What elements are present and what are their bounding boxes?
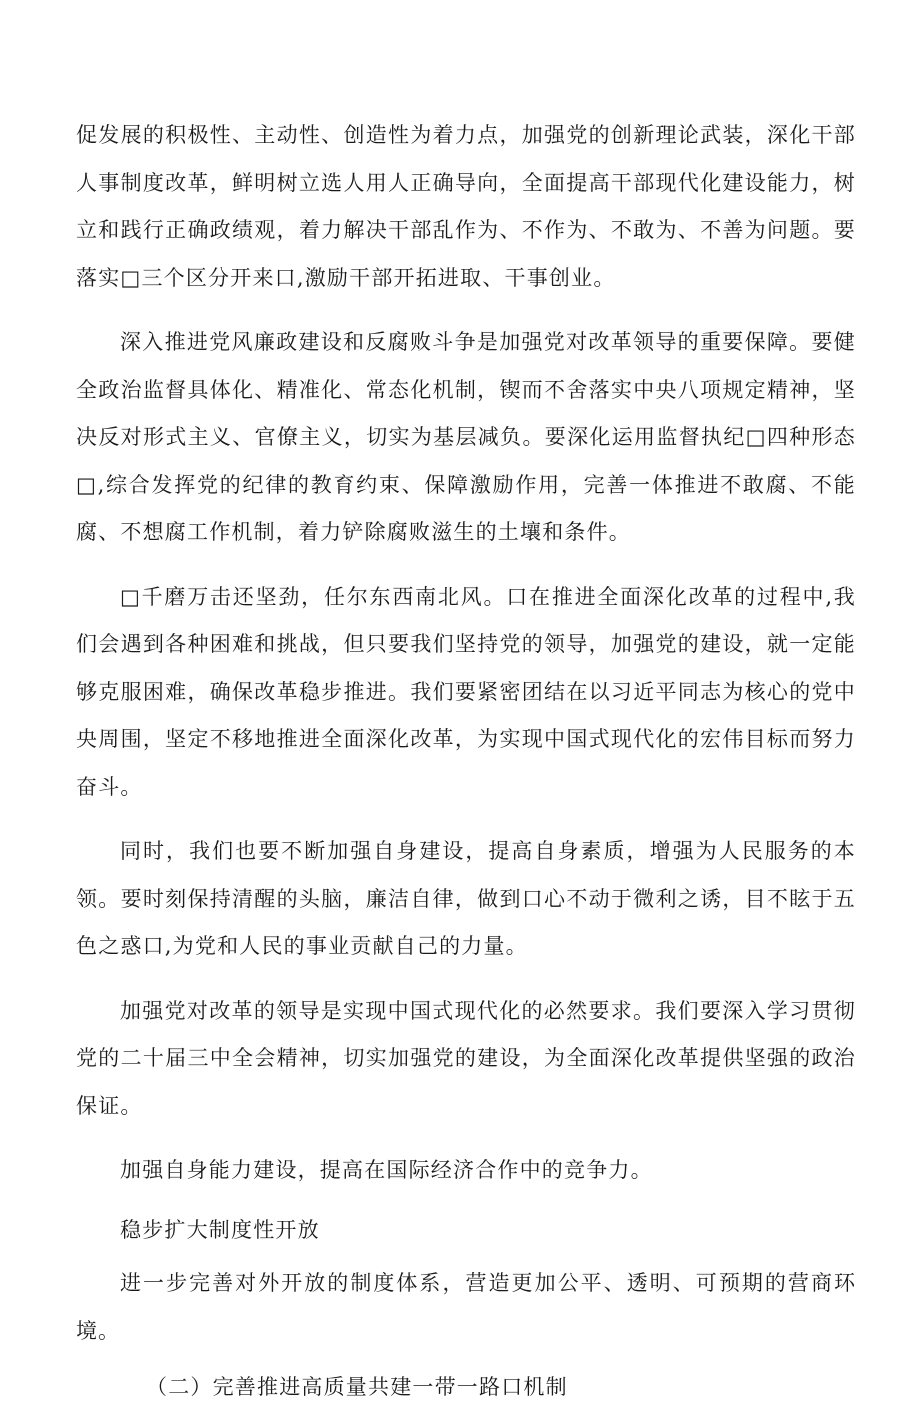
paragraph-2: 深入推进党风廉政建设和反腐败斗争是加强党对改革领导的重要保障。要健全政治监督具体化、精准化、常态化机制，锲而不舍落实中央八项规定精神，坚决反对形式主义、官僚主义，切实为基层减负。要深化运用监督执纪□四种形态□,综合发挥党的纪律的教育约束、保障激励作用，完善一体推进不敢腐、不能腐、不想腐工作机制，着力铲除腐败滋生的土壤和条件。 <box>76 330 856 544</box>
heading-steady-opening: 稳步扩大制度性开放 <box>120 1217 320 1242</box>
paragraph-6: 加强自身能力建设，提高在国际经济合作中的竞争力。 <box>120 1158 653 1182</box>
paragraph-7: 进一步完善对外开放的制度体系，营造更加公平、透明、可预期的营商环境。 <box>76 1271 856 1343</box>
document-body <box>76 112 856 1412</box>
section-heading-belt-road: （二）完善推进高质量共建一带一路口机制 <box>146 1375 568 1399</box>
paragraph-4: 同时，我们也要不断加强自身建设，提高自身素质，增强为人民服务的本领。要时刻保持清醒的头脑，廉洁自律，做到口心不动于微利之诱，目不眩于五色之惑口,为党和人民的事业贡献自己的力量。 <box>76 839 856 958</box>
paragraph-1: 促发展的积极性、主动性、创造性为着力点，加强党的创新理论武装，深化干部人事制度改革，鲜明树立选人用人正确导向，全面提高干部现代化建设能力，树立和践行正确政绩观，着力解决干部乱作为、不作为、不敢为、不善为问题。要落实□三个区分开来口,激励干部开拓进取、干事创业。 <box>76 123 856 290</box>
paragraph-5: 加强党对改革的领导是实现中国式现代化的必然要求。我们要深入学习贯彻党的二十届三中全会精神，切实加强党的建设，为全面深化改革提供坚强的政治保证。 <box>76 998 856 1118</box>
paragraph-3: □千磨万击还坚劲，任尔东西南北风。口在推进全面深化改革的过程中,我们会遇到各种困难和挑战，但只要我们坚持党的领导，加强党的建设，就一定能够克服困难，确保改革稳步推进。我们要紧密团结在以习近平同志为核心的党中央周围，坚定不移地推进全面深化改革，为实现中国式现代化的宏伟目标而努力奋斗。 <box>76 584 856 799</box>
